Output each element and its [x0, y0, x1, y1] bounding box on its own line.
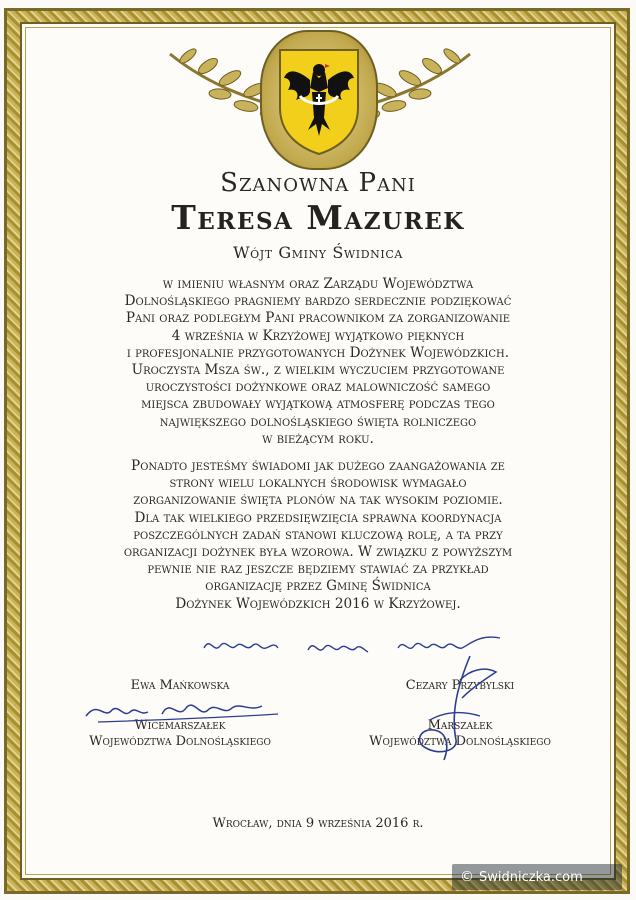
letter-line: pewnie nie raz jeszcze będziemy stawiać za przykład [147, 561, 489, 578]
letter-line: zorganizowanie święta plonów na tak wysokim poziomie. [133, 492, 503, 509]
letter-line: Dolnośląskiego pragniemy bardzo serdecznie podziękować [124, 293, 512, 310]
signer-org: Województwa Dolnośląskiego [369, 734, 551, 749]
watermark-text: Swidniczka.com [479, 869, 583, 885]
letter-line: w bieżącym roku. [262, 430, 374, 447]
letter-line: organizacji dożynek była wzorowa. W związku z powyższym [123, 544, 513, 561]
letter-line: Dla tak wielkiego przedsięwzięcia sprawna koordynacja [134, 509, 502, 526]
silesian-eagle-crest-icon [278, 48, 360, 156]
place-and-date: Wrocław, dnia 9 września 2016 r. [212, 816, 424, 831]
letter-line: Pani oraz podległym Pani pracownikom za zorganizowanie [125, 310, 511, 327]
letter-line: uroczystości dożynkowe oraz malowniczość samego [145, 379, 491, 396]
letter-line: strony wielu lokalnych środowisk wymagało [169, 475, 467, 492]
signer-org: Województwa Dolnośląskiego [89, 734, 271, 749]
copyright-icon: © [460, 869, 474, 885]
honoree-name: Teresa Mazurek [171, 198, 465, 237]
letter-line: i profesjonalnie przygotowanych Dożynek Wojewódzkich. [126, 344, 510, 361]
signer-title: Marszałek [427, 718, 493, 733]
letter-line: organizację przez Gminę Świdnica [205, 578, 431, 595]
letter-paragraph-1 [70, 276, 566, 448]
site-watermark [452, 864, 622, 890]
signer-name: Ewa Mańkowska [130, 678, 230, 693]
letter-line: w imieniu własnym oraz Zarządu Województwa [162, 276, 474, 292]
letter-line: Uroczysta Msza św., z wielkim wyczuciem przygotowane [131, 362, 505, 379]
signer-title: Wicemarszałek [134, 718, 226, 733]
letter-line: miejsca zbudowały wyjątkową atmosferę podczas tego [141, 396, 495, 413]
letter-line: Ponadto jesteśmy świadomi jak dużego zaangażowania ze [131, 458, 505, 474]
letter-line: największego dolnośląskiego święta rolniczego [159, 413, 477, 430]
signature-left [78, 690, 288, 726]
letter-line: poszczególnych zadań stanowi kluczową rolę, a ta przy [133, 526, 503, 543]
letter-line: 4 września w Krzyżowej wyjątkowo pięknych [171, 327, 465, 344]
letter-paragraph-2 [70, 458, 566, 613]
letter-line: Dożynek Wojewódzkich 2016 w Krzyżowej. [175, 595, 461, 612]
honoree-role: Wójt Gminy Świdnica [233, 243, 403, 262]
signer-name: Cezary Przybylski [405, 678, 515, 693]
salutation: Szanowna Pani [220, 168, 416, 198]
signature-right [400, 650, 510, 770]
